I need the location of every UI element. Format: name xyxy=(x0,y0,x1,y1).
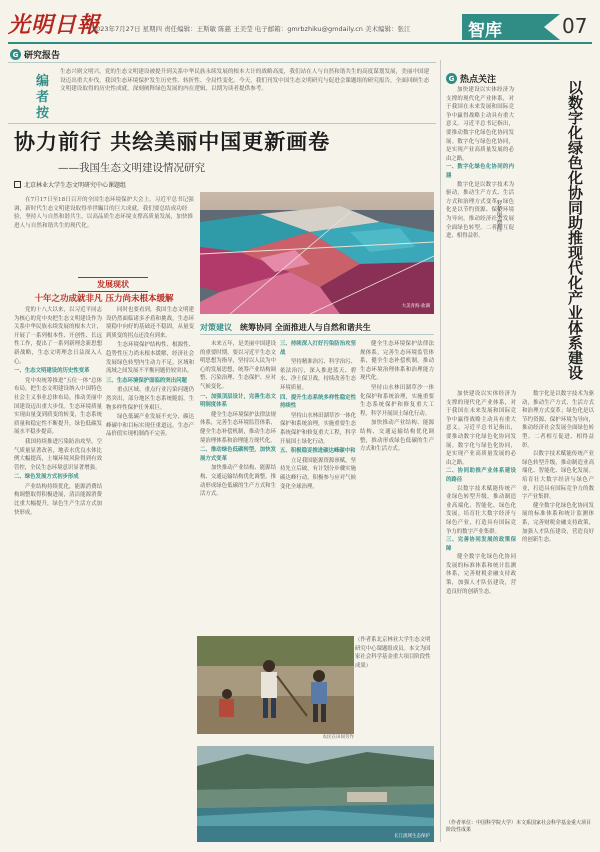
body-column-2: 同时也要看到，我国生态文明建设仍然面临诸多矛盾和挑战，生态环境稳中向好的基础还不稳固，从量变到质变的拐点还没有到来。 生态环境保护结构性、根源性、趋势性压力尚未根本缓解，经济社会发展绿色转型内生动力不足，区域和流域之间发展不平衡问题仍较突出。 三、生态环境保护面临的突出问题 重点区域、重点行业污染问题仍然突出，部分地区生态系统脆弱，生物多样性保护任务艰巨。 绿色低碳产业发展不充分，碳达峰碳中和目标实现任重道远，生态产品价值实现机制尚不完善。 xyxy=(106,307,194,438)
author-note: （作者系北京林业大学生态文明研究中心课题组成员。本文为国家社会科学基金重大项目阶段性成果） xyxy=(355,637,431,669)
section-label-research: G 研究报告 xyxy=(10,48,60,61)
section-label-hot: G 热点关注 xyxy=(446,72,496,85)
body-column-3: 未来五年，是美丽中国建设的重要时期。要以习近平生态文明思想为指导，坚持以人民为中心的发展思想，统筹产业结构调整、污染治理、生态保护、应对气候变化。 一、加强顶层设计，完善生态文明制度体系 健全生态环境保护法律法规体系，完善生态环境监管体系，健全生态补偿机制，推动生态环境治理体系和治理能力现代化。 二、推动绿色低碳转型，加快发展方式变革 加快推动产业结构、能源结构、交通运输结构优化调整，推动形成绿色低碳的生产方式和生活方式。 xyxy=(200,341,276,498)
countermeasure-label: 对策建议 xyxy=(200,322,232,332)
right-body-column-3: 数字化是以数字技术为驱动，推动生产方式、生活方式和治理方式变革；绿色化是以节约资源、保护环境为导向，推动经济社会发展全面绿色转型。二者相互促进、相得益彰。 以数字技术赋能传统产业绿色转型升级，推动制造业高端化、智能化、绿色化发展。培育壮大数字经济与绿色产业，打造具有国际竞争力的数字产业集群。 健全数字化绿色化协同发展的标准体系和统计监测体系，完善财税金融支持政策，加强人才队伍建设，营造良好的创新生态。 xyxy=(522,391,594,544)
countermeasure-title: 统筹协同 全面推进人与自然和谐共生 xyxy=(240,322,371,332)
editor-note-label: 编者按 xyxy=(36,74,50,121)
article-subhead: ——我国生态文明建设情况研究 xyxy=(58,162,205,174)
salt-lake-caption: 大美青海·盐湖 xyxy=(401,304,430,309)
countermeasure-divider xyxy=(200,334,434,335)
issue-meta: 2023年7月27日 星期四 责任编辑：王斯敏 陈慈 王美莹 电子邮箱：gmrbzhiku@gmdaily.cn 美术编辑：张江 xyxy=(92,25,411,33)
river-image xyxy=(197,746,434,842)
right-article-title: 以数字化绿色化协同助推现代化产业体系建设 xyxy=(566,80,584,380)
salt-lake-photo xyxy=(200,192,434,314)
article-lead: 在7月17日至18日召开的全国生态环境保护大会上，习近平总书记强调，新时代生态文明建设取得举世瞩目的巨大成就。我们要总结成功经验，坚持人与自然和谐共生，以高品质生态环境支撑高质量发展，加快推进人与自然和谐共生的现代化。 xyxy=(14,197,194,229)
article-byline: 北京林业大学生态文明研究中心课题组 xyxy=(14,180,126,189)
right-article-author: 罗荣渠 贾佳 xyxy=(495,200,502,232)
section-g-icon: G xyxy=(10,49,21,60)
right-body-column-2: 加快建设以实体经济为支撑的现代化产业体系，对于我国在未来发展和国际竞争中赢得战略主动具有重大意义。习近平总书记指出，要推动数字化绿色化协同发展。数字化与绿色化协同，是实现产业高质量发展的必由之路。 二、协同助推产业体系建设的路径 以数字技术赋能传统产业绿色转型升级，推动制造业高端化、智能化、绿色化发展。培育壮大数字经济与绿色产业，打造具有国际竞争力的数字产业集群。 三、完善协同发展的政策保障 健全数字化绿色化协同发展的标准体系和统计监测体系，完善财税金融支持政策，加强人才队伍建设，营造良好的创新生态。 xyxy=(446,391,516,595)
body-column-1: 党的十八大以来，以习近平同志为核心的党中央把生态文明建设作为关系中华民族永续发展的根本大计，开展了一系列根本性、开创性、长远性工作，提出了一系列新理念新思想新战略，生态文明理念日益深入人心。 一、生态文明建设的历史性变革 党中央统筹推进“五位一体”总体布局，把生态文明建设纳入中国特色社会主义事业总体布局，推动美丽中国建设迈出重大步伐。生态环境质量实现由量变到质变的转变，生态系统质量和稳定性不断提升，绿色低碳发展水平稳步提高。 我国持续推进污染防治攻坚，空气质量显著改善，地表水优良水体比例大幅提高，土壤环境风险得到有效管控，全民生态环境意识显著增强。 二、绿色发展方式初步形成 产业结构持续优化，能源消费结构调整取得积极进展，清洁能源消费比重大幅提升，绿色生产生活方式加快形成。 xyxy=(14,307,102,516)
column-divider xyxy=(440,60,441,842)
body-column-5: 健全生态环境保护法律法规体系，完善生态环境监管体系，健全生态补偿机制，推动生态环境治理体系和治理能力现代化。 坚持山水林田湖草沙一体化保护和系统治理，实施重要生态系统保护和修复重大工程，科学开展国土绿化行动。 加快推动产业结构、能源结构、交通运输结构优化调整，推动形成绿色低碳的生产方式和生活方式。 xyxy=(360,341,434,453)
river-photo-caption: 长江流域生态保护 xyxy=(394,834,430,839)
newspaper-logo: 光明日報 xyxy=(8,12,101,38)
right-body-column-1: 加快建设以实体经济为支撑的现代化产业体系，对于我国在未来发展和国际竞争中赢得战略主动具有重大意义。习近平总书记指出，要推动数字化绿色化协同发展。数字化与绿色化协同，是实现产业高质量发展的必由之路。 一、数字化绿色化协同的内涵 数字化是以数字技术为驱动，推动生产方式、生活方式和治理方式变革；绿色化是以节约资源、保护环境为导向，推动经济社会发展全面绿色转型。二者相互促进、相得益彰。 xyxy=(446,87,514,240)
page-number: 07 xyxy=(562,14,588,38)
section-kicker: 发展现状 xyxy=(78,277,148,292)
body-column-4: 三、持续深入打好污染防治攻坚战 坚持精准治污、科学治污、依法治污，深入推进蓝天、碧水、净土保卫战，持续改善生态环境质量。 四、提升生态系统多样性稳定性持续性 坚持山水林田湖草沙一体化保护和系统治理，实施重要生态系统保护和修复重大工程，科学开展国土绿化行动。 五、积极稳妥推进碳达峰碳中和 立足我国能源资源禀赋，坚持先立后破，有计划分步骤实施碳达峰行动，积极参与应对气候变化全球治理。 xyxy=(280,341,356,490)
section-g-icon: G xyxy=(446,73,457,84)
salt-lake-image xyxy=(200,192,434,314)
farm-image xyxy=(197,636,354,734)
article-headline: 协力前行 共绘美丽中国更新画卷 xyxy=(14,129,331,154)
editor-note-text: 生态兴则文明兴。党的生态文明建设被提升到关系中华民族永续发展的根本大计的战略高度，我们站在人与自然和谐共生的高度谋划发展，美丽中国建设迈出重大步伐，我国生态环境保护发生历史性、转折性、全局性变化。今天，我们刊发中国生态文明研究与促进会课题组的研究报告，全面回顾生态文明建设取得的历史性成就，深刻阐释绿色发展的内在逻辑，以期为读者提供参考。 xyxy=(60,69,430,93)
byline-square-icon xyxy=(14,181,21,188)
farm-photo xyxy=(197,636,354,734)
right-article-footer: （作者单位：中国科学院大学）本文系国家社会科学基金重大项目阶段性成果 xyxy=(446,820,592,833)
masthead xyxy=(0,0,600,44)
top-divider xyxy=(8,42,592,44)
section-banner: 智库 xyxy=(462,14,560,40)
farm-photo-caption: 农民在田间劳作 xyxy=(322,735,354,740)
banner-notch-icon xyxy=(544,14,560,40)
section-kicker-subtitle: 十年之功成就非凡 压力尚未根本缓解 xyxy=(34,294,174,304)
river-photo xyxy=(197,746,434,842)
